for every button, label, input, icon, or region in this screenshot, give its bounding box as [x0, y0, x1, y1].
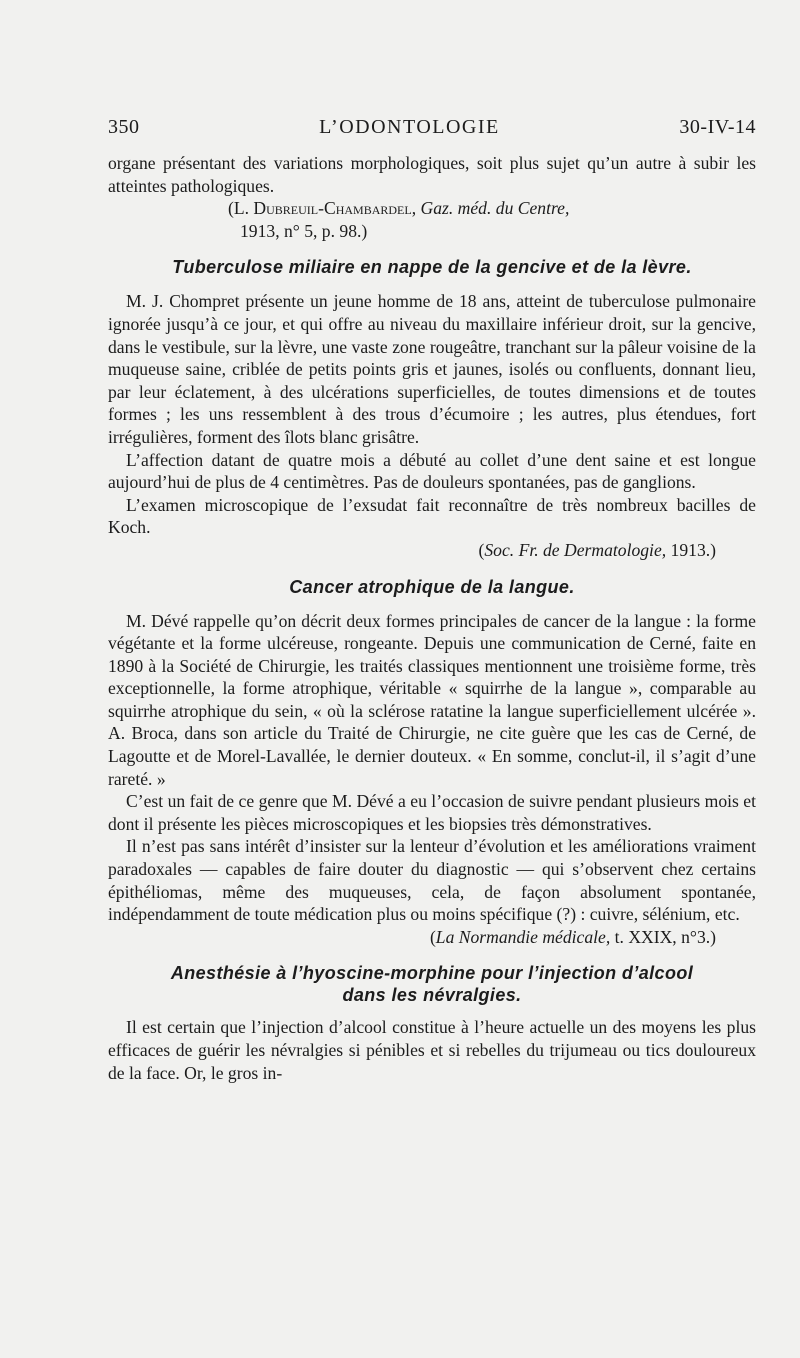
section1-paragraph-2: L’affection datant de quatre mois a débuté au collet d’une dent saine et est longue aujourd’hui de plus de 4 centimètres. Pas de douleurs spontanées, pas de ganglions. — [108, 449, 756, 493]
section1-ref-suffix: 1913.) — [666, 539, 716, 560]
section2-ref-journal: La Normandie médicale, — [435, 926, 611, 947]
section2-reference — [108, 926, 756, 949]
section2-ref-suffix: t. XXIX, n°3.) — [610, 926, 716, 947]
issue-date: 30-IV-14 — [679, 116, 756, 138]
section3-heading-line2: dans les névralgies. — [342, 985, 522, 1006]
intro-reference — [108, 197, 756, 220]
section3-heading-line1: Anesthésie à l’hyoscine-morphine pour l’injection d’alcool — [170, 963, 694, 984]
section1-reference — [108, 539, 756, 562]
section2-ref-prefix: ( — [429, 926, 436, 947]
section2-paragraph-1: M. Dévé rappelle qu’on décrit deux formes principales de cancer de la langue : la forme végétante et la forme ulcéreuse, rongeante. Depuis une communication de Cerné, faite en 1890 à la Société de Chirurgie, les traités classiques mentionnent une troisième forme, très exceptionnelle, la forme atrophique, véritable « squirrhe de la langue », comparable au squirrhe atrophique du sein, « où la sclérose ratatine la langue superficiellement ulcérée ». A. Broca, dans son article du Traité de Chirurgie, ne cite guère que les cas de Cerné, de Lagoutte et de Morel-Lavallée, le dernier douteux. « En somme, conclut-il, il s’agit d’une rareté. » — [108, 610, 756, 789]
section3-heading — [108, 962, 756, 1006]
page-header — [108, 116, 756, 139]
section1-ref-journal: Soc. Fr. de Dermatologie, — [484, 539, 667, 560]
section3-paragraph-1: Il est certain que l’injection d’alcool constitue à l’heure actuelle un des moyens les plus efficaces de guérir les névralgies si pénibles et si rebelles du trijumeau ou tics douloureux de la face. Or, le gros in- — [108, 1017, 756, 1083]
intro-ref-prefix: (L. — [228, 198, 254, 219]
intro-ref-journal: Gaz. méd. du Centre, — [420, 198, 570, 219]
body-text — [108, 152, 756, 1084]
section2-paragraph-3: Il n’est pas sans intérêt d’insister sur la lenteur d’évolution et les améliorations vraiment paradoxales — capables de faire douter du diagnostic — qui s’observent chez certains épithéliomas, même des muqueuses, cela, de façon absolument spontanée, indépendamment de toute médication plus ou moins spécifique (?) : cuivre, sélénium, etc. — [108, 836, 756, 925]
section2-paragraph-2: C’est un fait de ce genre que M. Dévé a eu l’occasion de suivre pendant plusieurs mois et dont il présente les pièces microscopiques et les biopsies très démonstratives. — [108, 791, 756, 834]
section1-heading: Tuberculose miliaire en nappe de la gencive et de la lèvre. — [172, 257, 692, 278]
section2-heading: Cancer atrophique de la langue. — [289, 576, 575, 597]
section1-paragraph-1: M. J. Chompret présente un jeune homme de 18 ans, atteint de tuberculose pulmonaire ignorée jusqu’à ce jour, et qui offre au niveau du maxillaire inférieur droit, sur la gencive, dans le vestibule, sur la lèvre, une vaste zone rougeâtre, tranchant sur la pâleur voisine de la muqueuse saine, criblée de petits points gris et jaunes, isolés ou confluents, donnant lieu, par leur éclatement, à des ulcérations superficielles, de toutes dimensions et de toutes formes ; les uns ressemblent à des trous d’écumoire ; les autres, plus étendues, fort irrégulières, forment des îlots blanc grisâtre. — [108, 291, 756, 447]
journal-title: L’ODONTOLOGIE — [319, 116, 500, 138]
intro-reference-line2: 1913, n° 5, p. 98.) — [240, 220, 368, 241]
intro-ref-author: Dubreuil-Chambardel, — [253, 198, 417, 219]
section1-paragraph-3: L’examen microscopique de l’exsudat fait reconnaître de très nombreux bacilles de Koch. — [108, 494, 756, 538]
section1-ref-prefix: ( — [478, 539, 485, 560]
intro-paragraph: organe présentant des variations morphologiques, soit plus sujet qu’un autre à subir les atteintes pathologiques. — [108, 153, 756, 196]
page-number: 350 — [108, 116, 140, 138]
